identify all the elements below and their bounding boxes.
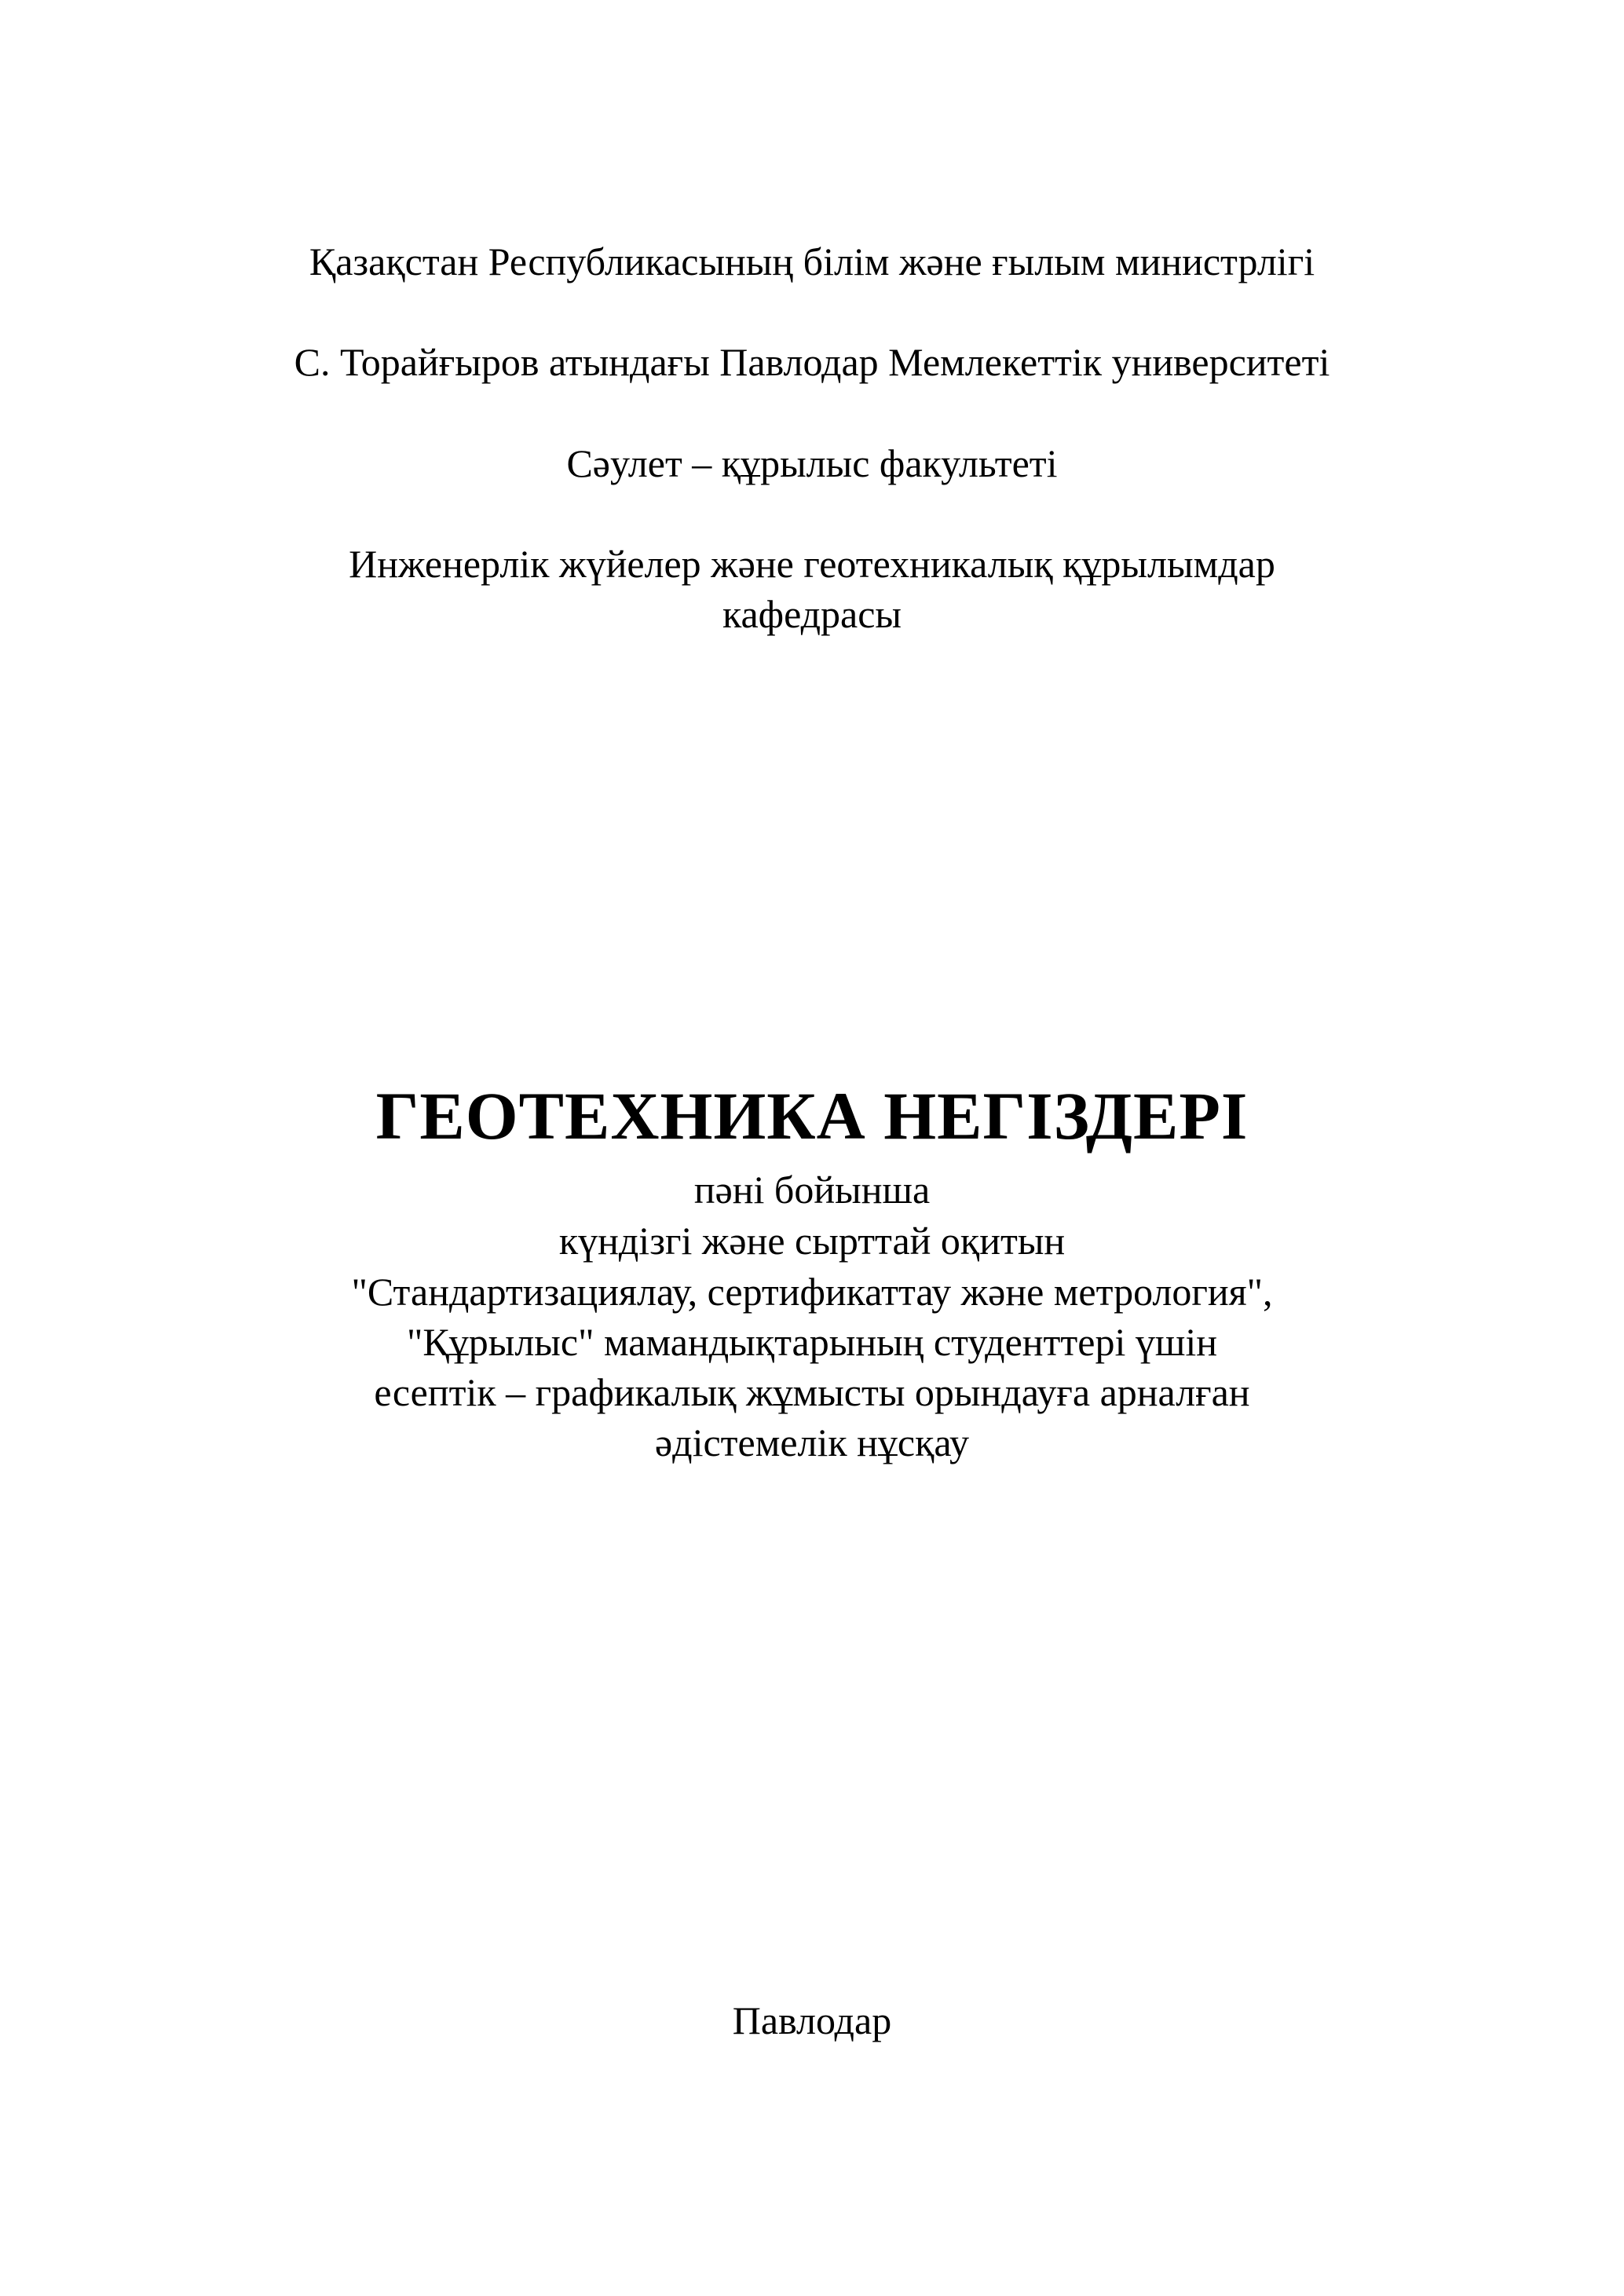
subtitle-line-6: әдістемелік нұсқау bbox=[654, 1420, 970, 1464]
faculty-line: Сәулет – құрылыс факультеті bbox=[566, 441, 1058, 485]
subtitle-line-4: "Құрылыс" мамандықтарының студенттері үшін bbox=[407, 1320, 1217, 1364]
subtitle-line-3: "Стандартизациялау, сертификаттау және метрология", bbox=[351, 1270, 1273, 1314]
document-title: ГЕОТЕХНИКА НЕГІЗДЕРІ bbox=[375, 1078, 1249, 1153]
subtitle-line-1: пәні бойынша bbox=[693, 1168, 931, 1212]
department-line-2: кафедрасы bbox=[722, 592, 902, 636]
department-line-1: Инженерлік жүйелер және геотехникалық құрылымдар bbox=[349, 542, 1275, 586]
subtitle-line-5: есептік – графикалық жұмысты орындауға арналған bbox=[374, 1370, 1250, 1414]
ministry-line: Қазақстан Республикасының білім және ғылым министрлігі bbox=[309, 239, 1315, 283]
university-line: С. Торайғыров атындағы Павлодар Мемлекеттік университеті bbox=[294, 340, 1330, 384]
subtitle-line-2: күндізгі және сырттай оқитын bbox=[558, 1219, 1066, 1263]
city-line: Павлодар bbox=[732, 1998, 892, 2042]
